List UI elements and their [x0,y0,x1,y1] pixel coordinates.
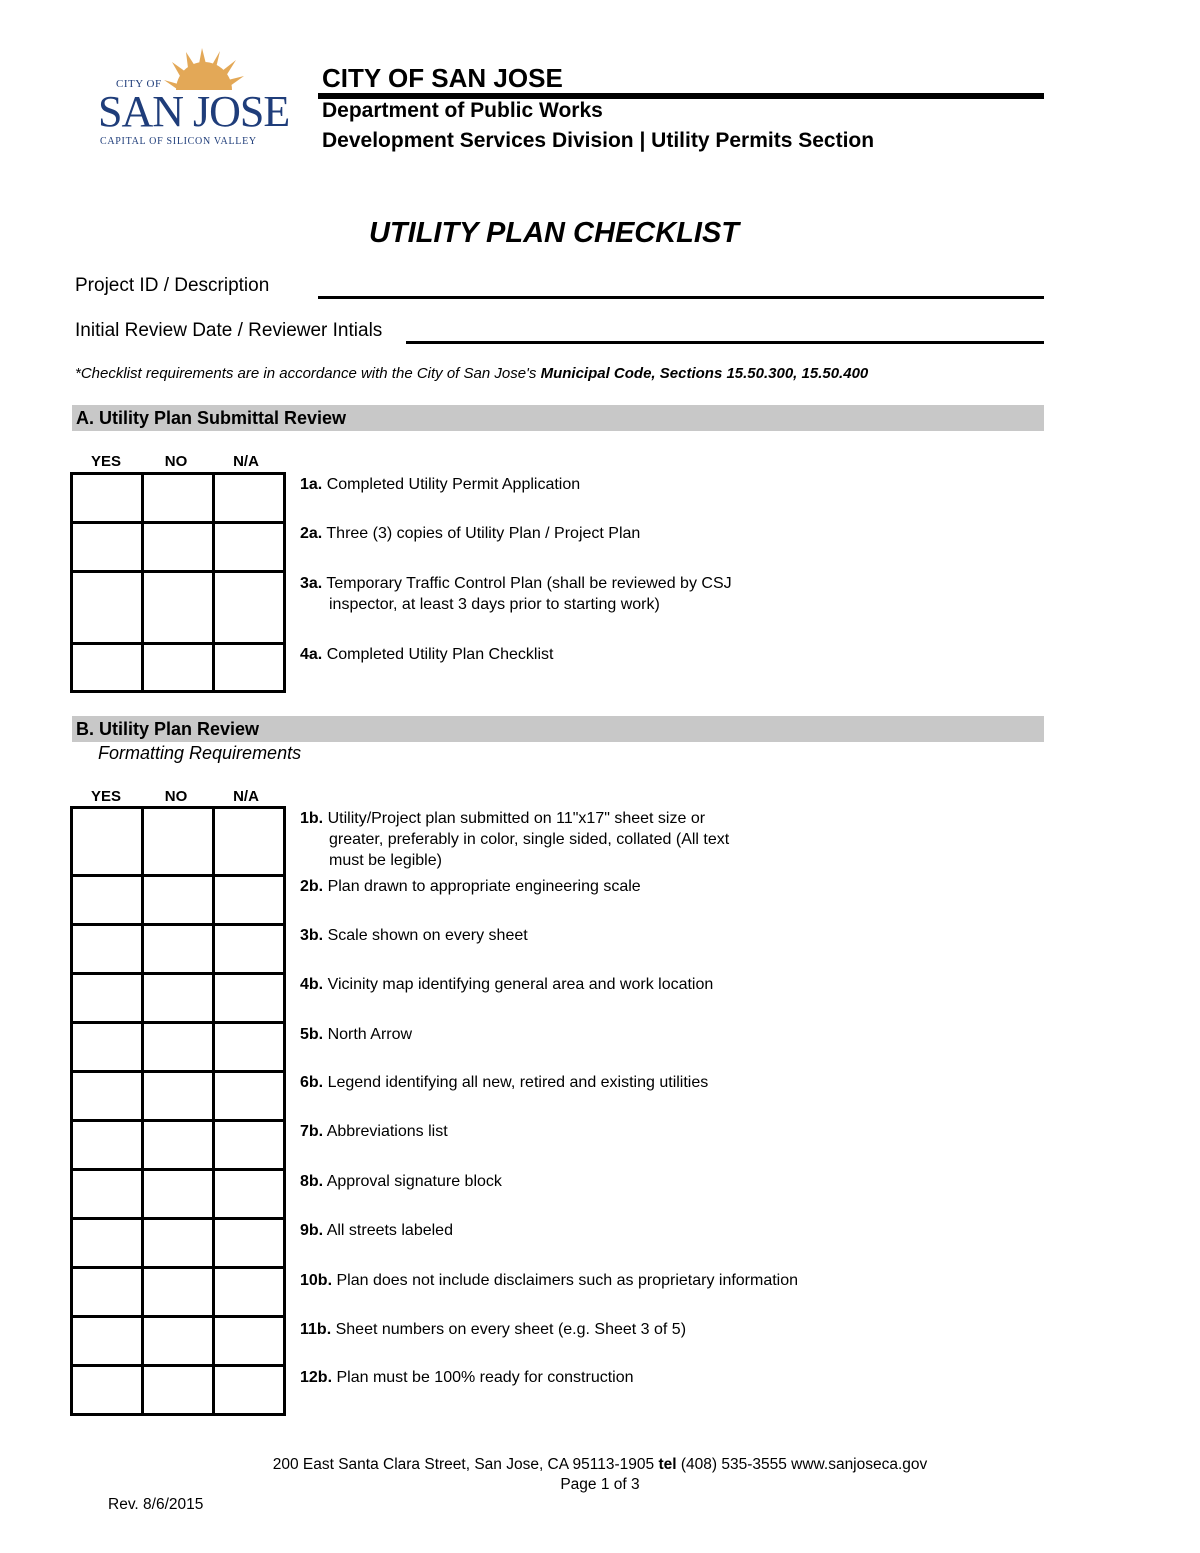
item-number: 6b. [300,1074,324,1091]
header-department: Department of Public Works [322,99,603,122]
checkbox-yes[interactable] [73,524,144,573]
checkbox-yes[interactable] [73,1073,144,1122]
item-number: 8b. [300,1173,324,1190]
header-division: Development Services Division | Utility Permits Section [322,129,875,152]
checkbox-na[interactable] [215,524,286,573]
footer-page-number: Page 1 of 3 [560,1476,640,1493]
checkbox-no[interactable] [144,877,215,926]
footer-contact: (408) 535-3555 www.sanjoseca.gov [680,1456,928,1473]
section-b-row-5 [73,1024,286,1073]
item-10b [300,1270,860,1291]
item-4b [300,974,820,995]
item-11b [300,1319,820,1340]
section-a-column-headers [71,453,281,470]
item-text: Approval signature block [326,1173,502,1190]
section-b-row-1 [73,809,286,877]
checkbox-no[interactable] [144,1171,215,1220]
checkbox-no[interactable] [144,809,215,877]
checkbox-yes[interactable] [73,645,144,693]
logo-tagline: CAPITAL OF SILICON VALLEY [100,136,257,147]
note-code-reference: Municipal Code, Sections 15.50.300, 15.50.400 [540,365,869,382]
section-b-subtitle: Formatting Requirements [98,743,302,763]
item-text: Utility/Project plan submitted on 11"x17" sheet size or [327,810,706,827]
checkbox-na[interactable] [215,1122,286,1171]
checkbox-no[interactable] [144,573,215,645]
checkbox-no[interactable] [144,1024,215,1073]
section-b-row-4 [73,975,286,1024]
checkbox-na[interactable] [215,926,286,975]
item-text: Plan does not include disclaimers such as proprietary information [336,1272,799,1289]
checkbox-na[interactable] [215,877,286,926]
column-yes: YES [90,453,121,470]
item-text: Completed Utility Permit Application [326,476,581,493]
column-no: NO [164,788,188,805]
footer-tel-label: tel [658,1456,677,1473]
review-date-line[interactable] [406,341,1044,344]
column-na: N/A [233,453,259,470]
checkbox-no[interactable] [144,645,215,693]
checkbox-yes[interactable] [73,475,144,524]
item-3b [300,925,820,946]
item-text: Scale shown on every sheet [327,927,528,944]
item-6b [300,1072,820,1093]
checkbox-yes[interactable] [73,1171,144,1220]
item-number: 2a. [300,525,323,542]
item-number: 2b. [300,878,324,895]
section-a-row-2 [73,524,286,573]
checkbox-yes[interactable] [73,1269,144,1318]
checkbox-na[interactable] [215,645,286,693]
item-2a [300,523,820,544]
column-na: N/A [233,788,259,805]
section-b-row-7 [73,1122,286,1171]
footer-address-line [0,1456,1200,1474]
item-number: 4a. [300,646,323,663]
checkbox-na[interactable] [215,1024,286,1073]
section-b-row-11 [73,1318,286,1367]
item-text: Plan drawn to appropriate engineering scale [327,878,641,895]
project-id-line[interactable] [318,296,1044,299]
item-text: Completed Utility Plan Checklist [326,646,554,663]
checkbox-na[interactable] [215,809,286,877]
checkbox-yes[interactable] [73,926,144,975]
item-text-continued: must be legible) [329,852,442,869]
section-b-checkbox-grid [70,806,286,1416]
checkbox-yes[interactable] [73,877,144,926]
checkbox-na[interactable] [215,1367,286,1416]
checkbox-no[interactable] [144,1269,215,1318]
item-text: All streets labeled [326,1222,453,1239]
item-1a [300,474,820,495]
item-number: 3b. [300,927,324,944]
checkbox-yes[interactable] [73,809,144,877]
section-a-checkbox-grid [70,472,286,693]
item-number: 4b. [300,976,324,993]
checkbox-yes[interactable] [73,573,144,645]
checkbox-no[interactable] [144,975,215,1024]
checkbox-yes[interactable] [73,1220,144,1269]
item-number: 1b. [300,810,324,827]
logo-name: SAN JOSE [98,87,290,136]
section-b-row-3 [73,926,286,975]
item-9b [300,1220,820,1241]
checkbox-yes[interactable] [73,975,144,1024]
item-text: Legend identifying all new, retired and existing utilities [327,1074,709,1091]
item-text-continued: inspector, at least 3 days prior to starting work) [329,596,660,613]
checkbox-no[interactable] [144,1367,215,1416]
checkbox-na[interactable] [215,1073,286,1122]
item-5b [300,1024,820,1045]
checkbox-no[interactable] [144,524,215,573]
item-12b [300,1367,820,1388]
section-b-row-9 [73,1220,286,1269]
section-a-row-3 [73,573,286,645]
checkbox-na[interactable] [215,1318,286,1367]
checkbox-yes[interactable] [73,1122,144,1171]
item-text: Abbreviations list [326,1123,448,1140]
item-text-continued: greater, preferably in color, single sided, collated (All text [329,831,730,848]
item-7b [300,1121,820,1142]
item-text: Sheet numbers on every sheet (e.g. Sheet 3 of 5) [335,1321,687,1338]
section-b-row-6 [73,1073,286,1122]
item-number: 3a. [300,575,323,592]
section-b-row-8 [73,1171,286,1220]
section-b-title: B. Utility Plan Review [76,719,260,739]
item-1b [300,808,820,871]
checkbox-na[interactable] [215,1269,286,1318]
checkbox-no[interactable] [144,1122,215,1171]
item-number: 12b. [300,1369,333,1386]
page-title: UTILITY PLAN CHECKLIST [368,217,740,249]
checkbox-yes[interactable] [73,1318,144,1367]
item-number: 1a. [300,476,323,493]
checkbox-na[interactable] [215,573,286,645]
item-number: 7b. [300,1123,324,1140]
checklist-note [75,365,960,382]
item-text: Temporary Traffic Control Plan (shall be reviewed by CSJ [326,575,732,592]
column-no: NO [164,453,188,470]
revision-date: Rev. 8/6/2015 [108,1496,204,1513]
item-4a [300,644,820,665]
checkbox-yes[interactable] [73,1024,144,1073]
section-b-row-10 [73,1269,286,1318]
item-3a [300,573,820,615]
review-date-label: Initial Review Date / Reviewer Intials [75,320,383,341]
item-number: 11b. [300,1321,332,1338]
item-2b [300,876,820,897]
checkbox-yes[interactable] [73,1367,144,1416]
item-number: 10b. [300,1272,333,1289]
header-city: CITY OF SAN JOSE [322,63,563,93]
section-a-row-4 [73,645,286,693]
note-text: *Checklist requirements are in accordance with the City of San Jose's [75,365,541,382]
section-b-column-headers [71,788,281,805]
item-text: Plan must be 100% ready for construction [336,1369,634,1386]
checkbox-na[interactable] [215,1220,286,1269]
item-number: 9b. [300,1222,324,1239]
item-text: Vicinity map identifying general area and work location [327,976,714,993]
city-logo [96,46,290,150]
checkbox-no[interactable] [144,1220,215,1269]
item-text: North Arrow [327,1026,413,1043]
checkbox-no[interactable] [144,1318,215,1367]
section-a-row-1 [73,475,286,524]
logo-city-of: CITY OF [116,78,162,90]
checkbox-na[interactable] [215,1171,286,1220]
item-number: 5b. [300,1026,324,1043]
checkbox-no[interactable] [144,475,215,524]
section-b-row-12 [73,1367,286,1416]
column-yes: YES [90,788,121,805]
footer-address: 200 East Santa Clara Street, San Jose, CA 95113-1905 [272,1456,655,1473]
project-id-label: Project ID / Description [75,275,270,296]
checkbox-na[interactable] [215,475,286,524]
checkbox-na[interactable] [215,975,286,1024]
checkbox-no[interactable] [144,1073,215,1122]
section-b-row-2 [73,877,286,926]
checkbox-no[interactable] [144,926,215,975]
item-text: Three (3) copies of Utility Plan / Project Plan [326,525,641,542]
section-a-title: A. Utility Plan Submittal Review [76,408,347,428]
item-8b [300,1171,820,1192]
